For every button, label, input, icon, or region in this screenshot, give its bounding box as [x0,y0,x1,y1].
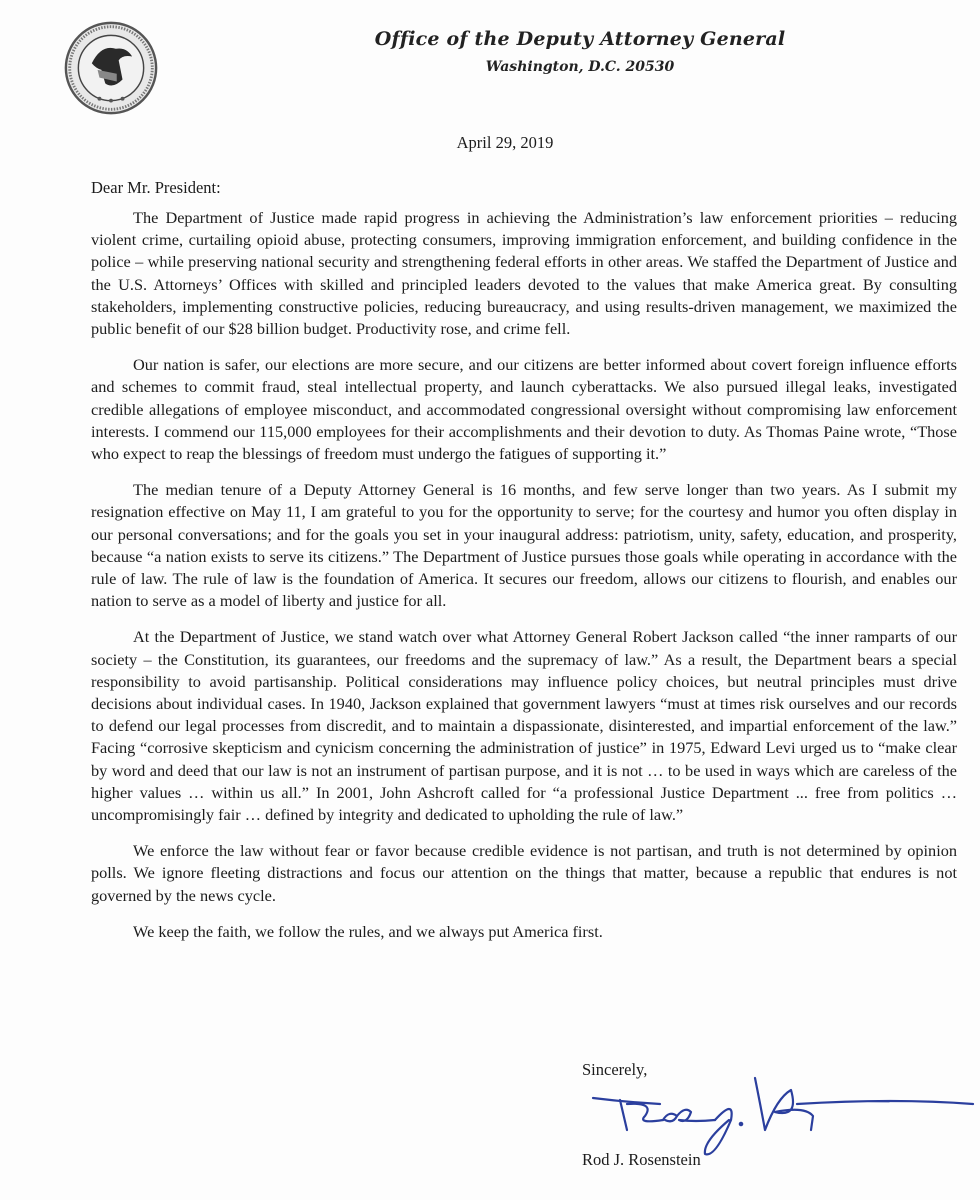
paragraph: We enforce the law without fear or favor because credible evidence is not partisan, and truth is not determined by opinion polls. We ignore fleeting distractions and focus our attention on the things that matter, because a republic that endures is not governed by the news cycle. [91,841,957,905]
closing: Sincerely, [582,1060,648,1079]
salutation: Dear Mr. President: [91,178,221,197]
letterhead [300,28,860,75]
paragraph: We keep the faith, we follow the rules, and we always put America first. [133,921,603,941]
paragraph: Our nation is safer, our elections are more secure, and our citizens are better informed about covert foreign influence efforts and schemes to commit fraud, steal intellectual property, and launch cyberattacks. We also pursued illegal leaks, investigated credible allegations of employee misconduct, and accommodated congressional oversight without compromising law enforcement interests. I commend our 115,000 employees for their accomplishments and their devotion to duty. As Thomas Paine wrote, “Those who expect to reap the blessings of freedom must undergo the fatigues of supporting it.” [91,355,957,464]
department-of-justice-seal-icon [63,20,159,116]
letter-body [91,207,957,957]
office-title: Office of the Deputy Attorney General [374,28,786,50]
office-address: Washington, D.C. 20530 [485,59,675,75]
signer-name: Rod J. Rosenstein [582,1150,701,1169]
paragraph: At the Department of Justice, we stand watch over what Attorney General Robert Jackson called “the inner ramparts of our society – the Constitution, its guarantees, our freedoms and the supremacy of law.” As a result, the Department bears a special responsibility to avoid partisanship. Political considerations may influence policy choices, but neutral principles must drive decisions about individual cases. In 1940, Jackson explained that government lawyers “must at times risk ourselves and our records to defend our legal processes from discredit, and to maintain a dispassionate, disinterested, and impartial enforcement of the law.” Facing “corrosive skepticism and cynicism concerning the administration of justice” in 1975, Edward Levi urged us to “make clear by word and deed that our law is not an instrument of partisan purpose, and it is not … to be used in ways which are careless of the higher values … within us all.” In 2001, John Ashcroft called for “a professional Justice Department ... free from politics … uncompromisingly fair … defined by integrity and dedicated to upholding the rule of law.” [91,627,957,825]
letter-date: April 29, 2019 [456,133,554,152]
paragraph: The Department of Justice made rapid progress in achieving the Administration’s law enforcement priorities – reducing violent crime, curtailing opioid abuse, protecting consumers, improving immigration enforcement, and building confidence in the police – while preserving national security and strengthening federal efforts in other areas. We staffed the Department of Justice and the U.S. Attorneys’ Offices with skilled and principled leaders devoted to the values that make America great. By consulting stakeholders, implementing constructive policies, reducing bureaucracy, and using results-driven management, we maximized the public benefit of our $28 billion budget. Productivity rose, and crime fell. [91,208,957,339]
handwritten-signature-icon [565,1058,980,1158]
paragraph: The median tenure of a Deputy Attorney General is 16 months, and few serve longer than two years. As I submit my resignation effective on May 11, I am grateful to you for the opportunity to serve; for the courtesy and humor you often display in our personal conversations; and for the goals you set in your inaugural address: patriotism, unity, safety, education, and prosperity, because “a nation exists to serve its citizens.” The Department of Justice pursues those goals while operating in accordance with the rule of law. The rule of law is the foundation of America. It secures our freedom, allows our citizens to flourish, and enables our nation to serve as a model of liberty and justice for all. [91,480,957,611]
